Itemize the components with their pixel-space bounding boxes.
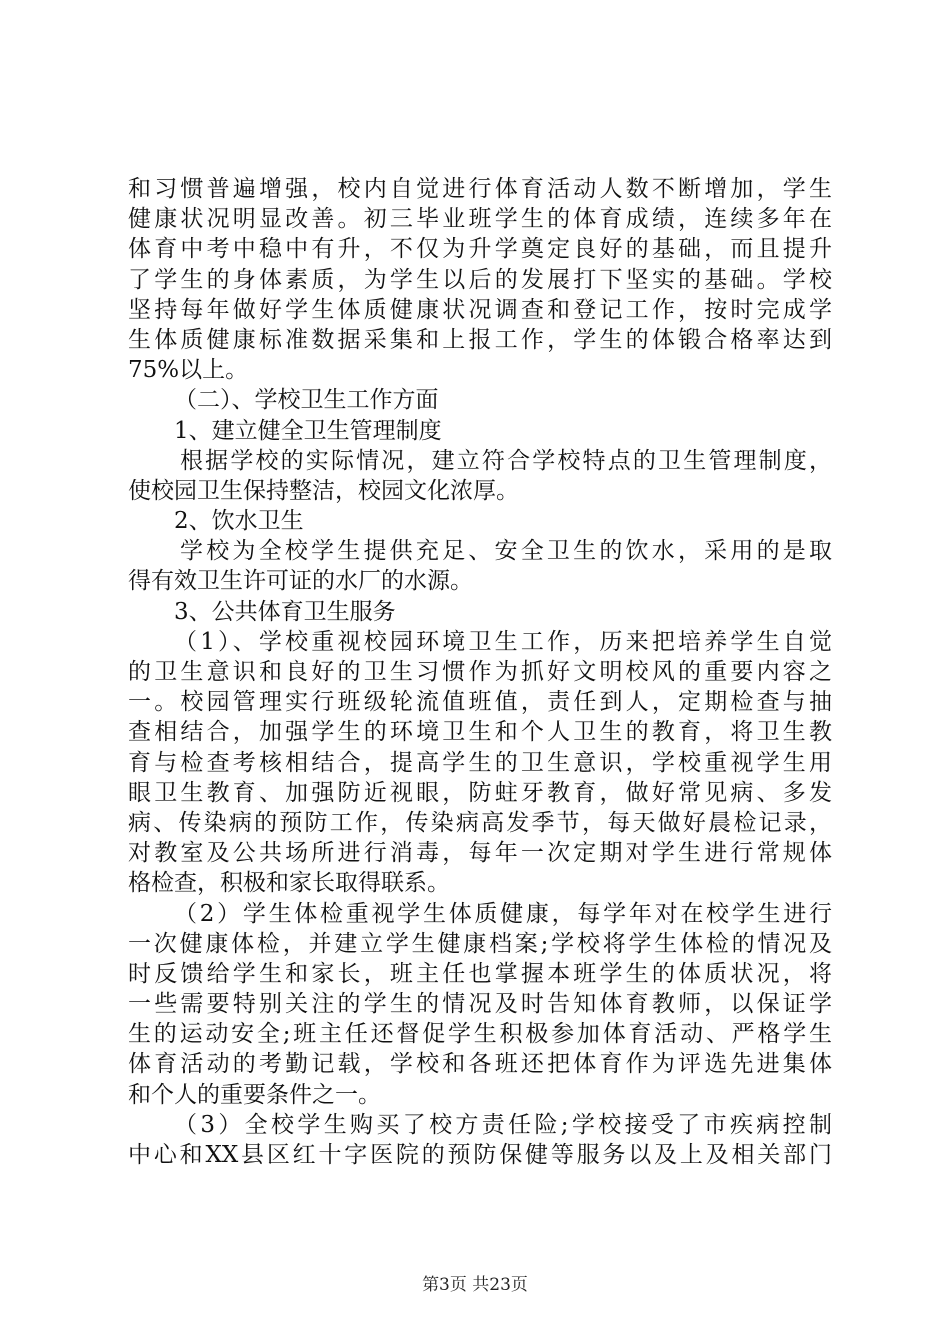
text-line: 时反馈给学生和家长，班主任也掌握本班学生的体质状况，将 — [128, 960, 832, 987]
text-line: 75%以上。 — [128, 357, 249, 384]
text-line: 一。校园管理实行班级轮流值班值，责任到人，定期检查与抽 — [128, 689, 832, 716]
subsection-heading: 1、建立健全卫生管理制度 — [174, 417, 442, 444]
text-line: 一些需要特别关注的学生的情况及时告知体育教师，以保证学 — [128, 991, 832, 1018]
text-line: （3）全校学生购买了校方责任险;学校接受了市疾病控制 — [174, 1111, 832, 1138]
text-line: 了学生的身体素质，为学生以后的发展打下坚实的基础。学校 — [128, 266, 832, 293]
text-line: 健康状况明显改善。初三毕业班学生的体育成绩，连续多年在 — [128, 206, 832, 233]
text-line: 使校园卫生保持整洁，校园文化浓厚。 — [128, 477, 519, 504]
text-line: 和习惯普遍增强，校内自觉进行体育活动人数不断增加，学生 — [128, 176, 832, 202]
text-line: 根据学校的实际情况，建立符合学校特点的卫生管理制度， — [180, 447, 832, 474]
text-line: 生体质健康标准数据采集和上报工作，学生的体锻合格率达到 — [128, 326, 832, 353]
text-line: 眼卫生教育、加强防近视眼，防蛀牙教育，做好常见病、多发 — [128, 779, 832, 806]
text-line: 生的运动安全;班主任还督促学生积极参加体育活动、严格学生 — [128, 1021, 832, 1048]
text-line: 中心和XX县区红十字医院的预防保健等服务以及上及相关部门 — [128, 1142, 832, 1168]
text-line: （2）学生体检重视学生体质健康，每学年对在校学生进行 — [174, 900, 832, 927]
text-line: 的卫生意识和良好的卫生习惯作为抓好文明校风的重要内容之 — [128, 659, 832, 685]
text-line: 得有效卫生许可证的水厂的水源。 — [128, 568, 473, 595]
page-number: 第3页 共23页 — [422, 1275, 528, 1295]
text-line: 体育活动的考勤记载，学校和各班还把体育作为评选先进集体 — [128, 1051, 832, 1078]
text-line: 对教室及公共场所进行消毒，每年一次定期对学生进行常规体 — [128, 840, 832, 867]
text-line: （1）、学校重视校园环境卫生工作，历来把培养学生自觉 — [174, 628, 832, 655]
subsection-heading: 3、公共体育卫生服务 — [174, 598, 396, 625]
text-line: 一次健康体检，并建立学生健康档案;学校将学生体检的情况及 — [128, 930, 832, 957]
section-heading: （二）、学校卫生工作方面 — [174, 387, 439, 414]
text-line: 育与检查考核相结合，提高学生的卫生意识，学校重视学生用 — [128, 749, 832, 776]
text-line: 学校为全校学生提供充足、安全卫生的饮水，采用的是取 — [180, 538, 832, 565]
text-line: 坚持每年做好学生体质健康状况调查和登记工作，按时完成学 — [128, 296, 832, 323]
text-line: 病、传染病的预防工作，传染病高发季节，每天做好晨检记录， — [128, 809, 832, 836]
text-line: 查相结合，加强学生的环境卫生和个人卫生的教育，将卫生教 — [128, 719, 832, 746]
text-line: 格检查，积极和家长取得联系。 — [128, 870, 450, 897]
subsection-heading: 2、饮水卫生 — [174, 508, 304, 535]
document-body — [128, 174, 832, 1170]
text-line: 体育中考中稳中有升，不仅为升学奠定良好的基础，而且提升 — [128, 236, 832, 263]
text-line: 和个人的重要条件之一。 — [128, 1081, 381, 1108]
